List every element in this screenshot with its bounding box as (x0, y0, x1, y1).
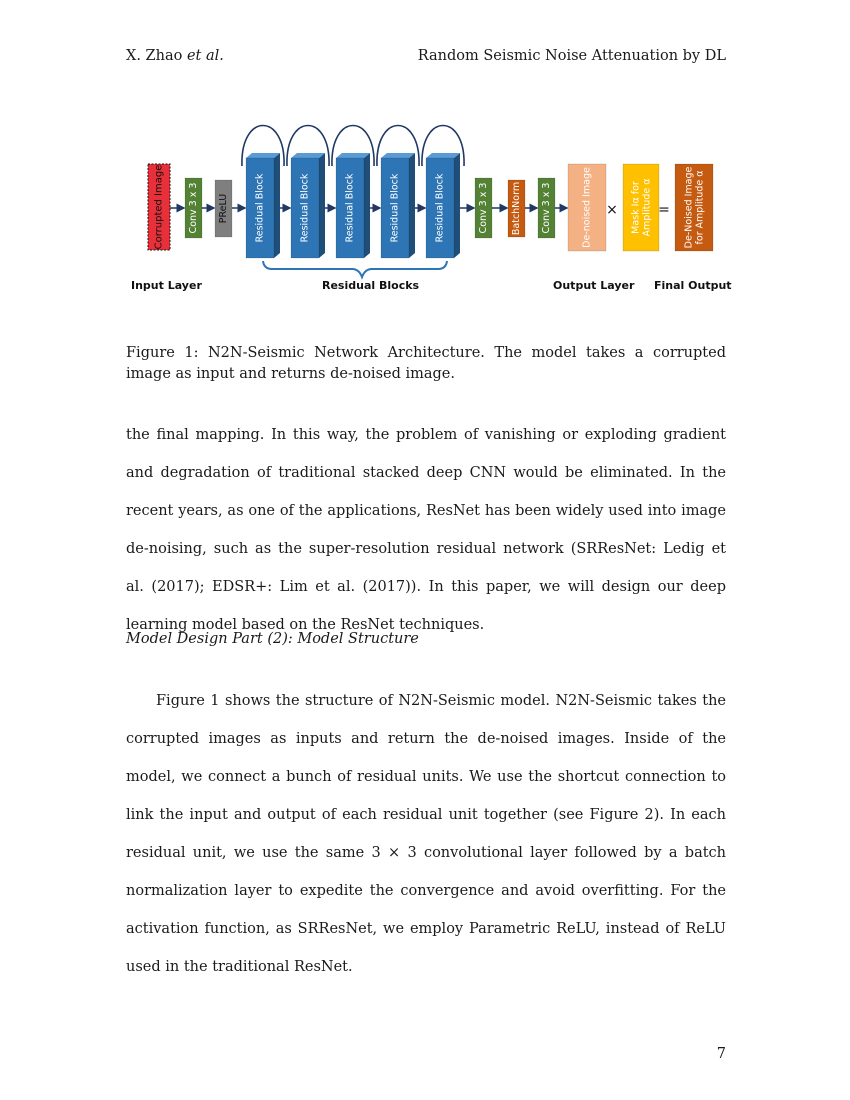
svg-text:Conv 3 x 3: Conv 3 x 3 (541, 182, 552, 234)
block-7 (381, 153, 415, 258)
body-paragraph-2: Figure 1 shows the structure of N2N-Seismic model. N2N-Seismic takes the corrupted images as inputs and return the de-noised images. Inside of the model, we connect a bunch of residual units. We use the shortcut connection to link the input and output of each residual unit together (see Figure 2). In each residual unit, we use the same 3 × 3 convolutional layer followed by a batch normalization layer to expedite the convergence and avoid overfitting. For the activation function, as SRResNet, we employ Parametric ReLU, instead of ReLU used in the traditional ResNet. (126, 693, 726, 975)
block-10 (508, 180, 525, 237)
block-12 (568, 164, 606, 251)
block-9 (475, 178, 492, 238)
svg-text:Residual Block: Residual Block (389, 173, 401, 243)
equals-operator: = (658, 202, 670, 218)
block-8 (426, 153, 460, 258)
svg-text:Residual Block: Residual Block (299, 173, 311, 243)
block-6 (336, 153, 370, 258)
final-output-label: Final Output (654, 279, 732, 292)
svg-text:Mask Iα forAmplitude α: Mask Iα forAmplitude α (629, 178, 653, 237)
svg-text:De-noised Image: De-noised Image (581, 167, 593, 248)
svg-text:De-Noised Imagefor Amplitude α: De-Noised Imagefor Amplitude α (682, 166, 706, 249)
block-3 (215, 180, 232, 237)
svg-text:PReLU: PReLU (218, 193, 229, 224)
network-architecture-diagram (126, 112, 726, 282)
block-13 (623, 164, 659, 251)
running-header-title: Random Seismic Noise Attenuation by DL (417, 48, 726, 64)
body-paragraph-1: the final mapping. In this way, the problem of vanishing or exploding gradient and degradation of traditional stacked deep CNN would be eliminated. In the recent years, as one of the applications, ResNet has been widely used into image de-noising, such as the super-resolution residual network (SRResNet: Ledig et al. (2017); EDSR+: Lim et al. (2017)). In this paper, we will design our deep learning model based on the ResNet techniques. (126, 427, 726, 633)
figure-caption: Figure 1: N2N-Seismic Network Architecture. The model takes a corrupted image as input and returns de-noised image. (126, 345, 726, 382)
subsection-title: Model Design Part (2): Model Structure (126, 631, 419, 647)
svg-text:Residual Block: Residual Block (344, 173, 356, 243)
svg-text:Conv 3 x 3: Conv 3 x 3 (478, 182, 489, 234)
block-5 (291, 153, 325, 258)
svg-text:BatchNorm: BatchNorm (511, 181, 522, 236)
block-1 (148, 164, 170, 250)
network-blocks (148, 153, 713, 258)
page-number: 7 (716, 1046, 726, 1062)
block-4 (246, 153, 280, 258)
block-14 (675, 164, 713, 251)
multiply-operator: × (606, 202, 618, 218)
running-header-authors: X. Zhao et al. (126, 48, 224, 64)
svg-text:Corrupted Image: Corrupted Image (153, 164, 165, 250)
block-2 (185, 178, 202, 238)
svg-text:Residual Block: Residual Block (254, 173, 266, 243)
residual-blocks-label: Residual Blocks (322, 279, 420, 292)
svg-text:Conv 3 x 3: Conv 3 x 3 (188, 182, 199, 234)
input-layer-label: Input Layer (131, 279, 202, 292)
output-layer-label: Output Layer (553, 279, 635, 292)
block-11 (538, 178, 555, 238)
residual-blocks-brace (263, 261, 447, 277)
svg-text:Residual Block: Residual Block (434, 173, 446, 243)
